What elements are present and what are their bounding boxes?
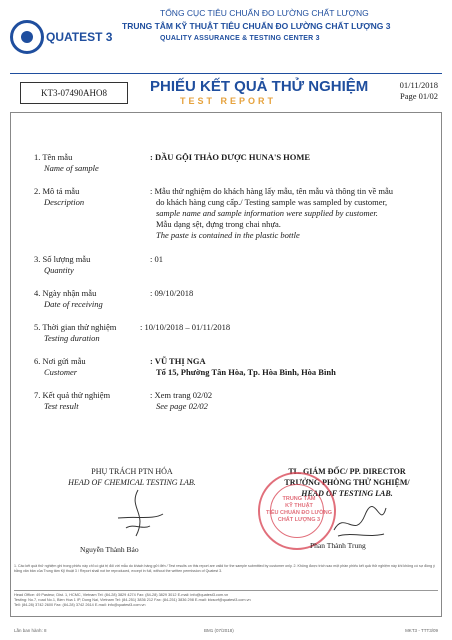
desc-line: : Mẫu thử nghiệm do khách hàng lấy mẫu, tên mẫu và thông tin về mẫu <box>150 186 394 196</box>
label-vn: 7. Kết quả thử nghiệm <box>34 390 111 400</box>
signature-left-scribble <box>108 488 168 538</box>
org-name-vn: TRUNG TÂM KỸ THUẬT TIÊU CHUẨN ĐO LƯỜNG CHẤT LƯỢNG 3 <box>122 21 391 31</box>
desc-line: sample name and sample information were supplied by customer. <box>156 208 378 218</box>
label-vn: 5. Thời gian thử nghiệm <box>34 322 117 332</box>
label-vn: 2. Mô tả mẫu <box>34 186 80 196</box>
logo-text: QUATEST 3 <box>46 30 113 44</box>
stamp-line: TRUNG TÂM <box>282 496 316 502</box>
report-date-block <box>378 80 438 102</box>
address-line: Head Office: 49 Pasteur, Dist. 1, HCMC, Vietnam Tel: (84-28) 3829 4274 Fax: (84-28) 3829 3012 E-mail: info@quatest3.com.vn <box>14 593 229 597</box>
footer-notes: 1. Các kết quả thử nghiệm ghi trong phiếu này chỉ có giá trị đối với mẫu do khách hàng gửi đến / Test results on this report are valid for the sample submitted by customer only. 2. Không được trích sao một phần phiếu kết quả thử nghiệm này khi không có sự đồng ý bằng văn bản của Trung tâm Kỹ thuật 3 / Report shall not be reproduced, except in full, without the written permission of Quatest 3. <box>14 564 435 573</box>
field-sample-name-value: : DẦU GỘI THẢO DƯỢC HUNA'S HOME <box>150 152 311 162</box>
signer-name-left: Nguyễn Thành Bảo <box>80 545 139 554</box>
org-name-en: QUALITY ASSURANCE & TESTING CENTER 3 <box>160 35 320 42</box>
stamp-line: KỸ THUẬT <box>285 503 313 509</box>
field-customer-value <box>150 356 336 378</box>
result-ref-en: See page 02/02 <box>156 401 208 411</box>
header-divider <box>10 73 442 74</box>
label-vn: 1. Tên mẫu <box>34 152 73 162</box>
stamp-text <box>264 496 334 524</box>
field-testing-duration-label <box>34 322 116 344</box>
footer-bottom-row <box>14 628 438 633</box>
field-description-value <box>150 186 393 241</box>
issue-number: Lần ban hành: 8 <box>14 628 47 633</box>
label-en: Name of sample <box>44 163 99 173</box>
official-stamp <box>258 472 336 550</box>
field-customer-label <box>34 356 86 378</box>
signer-title-line: TL. GIÁM ĐỐC/ PP. DIRECTOR <box>288 467 406 476</box>
label-vn: 4. Ngày nhận mẫu <box>34 288 97 298</box>
signer-title-line: HEAD OF TESTING LAB. <box>301 489 393 498</box>
address-line: Tell: (84-28) 3742 2600 Fax: (84-28) 3742 2614 E-mail: info@quatest3.com.vn <box>14 603 146 607</box>
desc-line: Mẫu dạng sệt, đựng trong chai nhựa. <box>156 219 281 229</box>
field-testing-duration-value: : 10/10/2018 – 01/11/2018 <box>140 322 231 332</box>
signature-right-scribble <box>330 500 390 544</box>
signature-block-left <box>52 466 212 488</box>
footer-addresses <box>14 593 438 608</box>
field-receive-date-value: : 09/10/2018 <box>150 288 194 298</box>
result-ref-vn: : Xem trang 02/02 <box>150 390 213 400</box>
report-date: 01/11/2018 <box>399 80 438 90</box>
report-title-en: TEST REPORT <box>180 96 277 106</box>
label-en: Quantity <box>44 265 74 275</box>
org-parent-name: TỔNG CỤC TIÊU CHUẨN ĐO LƯỜNG CHẤT LƯỢNG <box>160 8 369 18</box>
field-test-result-value <box>150 390 212 412</box>
stamp-line: CHẤT LƯỢNG 3 <box>277 517 321 523</box>
label-en: Date of receiving <box>44 299 103 309</box>
stamp-line: TIÊU CHUẨN ĐO LƯỜNG <box>265 510 333 516</box>
field-test-result-label <box>34 390 110 412</box>
label-en: Customer <box>44 367 78 377</box>
quatest-logo <box>10 14 116 64</box>
field-quantity-value: : 01 <box>150 254 163 264</box>
desc-line: The paste is contained in the plastic bottle <box>156 230 300 240</box>
form-code: BM1 (07/2018) <box>204 628 234 633</box>
report-title-vn: PHIẾU KẾT QUẢ THỬ NGHIỆM <box>150 78 369 95</box>
customer-address: Tổ 15, Phường Tân Hòa, Tp. Hòa Bình, Hòa Bình <box>156 367 336 377</box>
signer-title-vn: PHỤ TRÁCH PTN HÓA <box>91 467 173 476</box>
logo-emblem-icon <box>10 20 44 54</box>
field-quantity-label <box>34 254 90 276</box>
field-sample-name-label <box>34 152 99 174</box>
label-en: Testing duration <box>44 333 100 343</box>
report-page: Page 01/02 <box>399 91 438 101</box>
signer-title-line: TRƯỞNG PHÒNG THỬ NGHIỆM/ <box>284 478 410 487</box>
label-vn: 6. Nơi gửi mẫu <box>34 356 86 366</box>
address-line: Testing: No.7, road No.1, Bien Hoa 1 IP, Dong Nai, Vietnam Tel: (84-251) 3836 212 Fax: (84-251) 3836 298 E-mail: ktcsorf@quatest3.com.vn <box>14 598 251 602</box>
label-en: Test result <box>44 401 79 411</box>
document-code: MKT3 - TTT3/09 <box>405 628 438 633</box>
report-ref-number: KT3-07490AHO8 <box>20 82 128 104</box>
field-description-label <box>34 186 84 208</box>
desc-line: do khách hàng cung cấp./ Testing sample was sampled by customer, <box>156 197 388 207</box>
label-vn: 3. Số lượng mẫu <box>34 254 91 264</box>
signer-title-en: HEAD OF CHEMICAL TESTING LAB. <box>68 478 196 487</box>
signer-name-right: Phan Thành Trung <box>310 541 366 550</box>
field-receive-date-label <box>34 288 103 310</box>
customer-name: : VŨ THỊ NGA <box>150 356 206 366</box>
label-en: Description <box>44 197 85 207</box>
footer-divider <box>14 590 438 591</box>
